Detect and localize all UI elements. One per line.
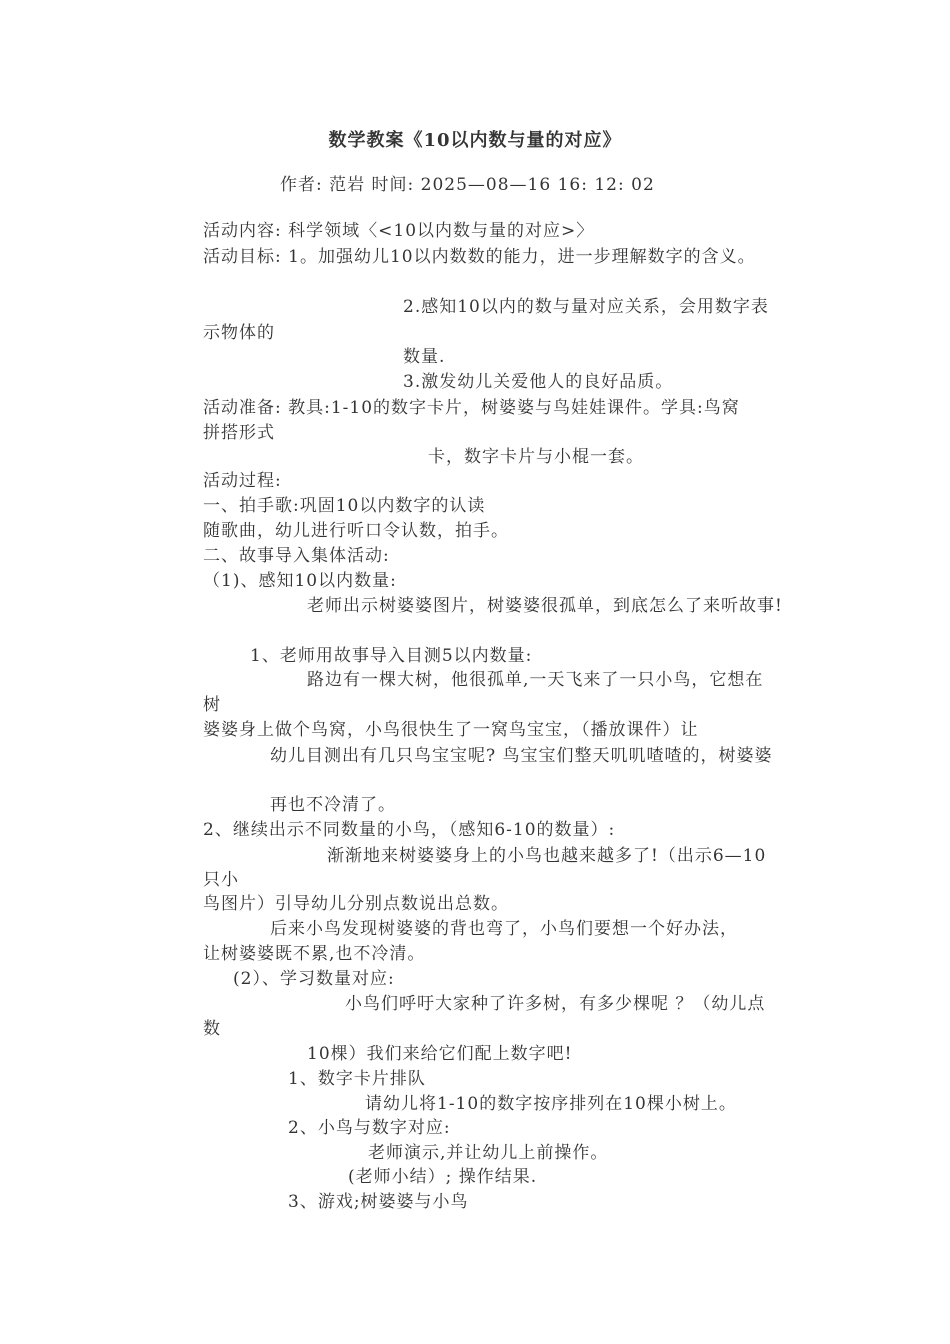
text-line: 数量. [403,347,446,367]
text-line: 活动目标: 1。加强幼儿10以内数数的能力，进一步理解数字的含义。 [203,247,756,267]
text-line: 3、游戏;树婆婆与小鸟 [288,1192,469,1212]
text-line: 老师演示,并让幼儿上前操作。 [368,1143,609,1163]
text-line: 让树婆婆既不累,也不冷清。 [203,944,426,964]
text-line: 活动内容: 科学领域〈<10以内数与量的对应>〉 [203,221,595,241]
section-heading: 活动过程: [203,471,282,491]
text-line: 2.感知10以内的数与量对应关系，会用数字表 [403,297,769,317]
document-title: 数学教案《10以内数与量的对应》 [328,130,622,151]
text-line: 渐渐地来树婆婆身上的小鸟也越来越多了!（出示6—10 [327,846,767,866]
text-line: 老师出示树婆婆图片，树婆婆很孤单，到底怎么了来听故事! [307,596,783,616]
text-line: 路边有一棵大树，他很孤单,一天飞来了一只小鸟，它想在 [307,670,764,690]
text-line: 1、数字卡片排队 [288,1069,426,1089]
text-line: 示物体的 [203,323,275,343]
text-line: 2、小鸟与数字对应: [288,1118,451,1138]
text-line: （1)、感知10以内数量: [203,571,397,591]
text-line: 随歌曲，幼儿进行听口令认数，拍手。 [203,521,509,541]
text-line: 拼搭形式 [203,423,275,443]
text-line: 活动准备: 教具:1-10的数字卡片，树婆婆与鸟娃娃课件。学具:鸟窝 [203,398,740,418]
text-line: 10棵）我们来给它们配上数字吧! [307,1044,573,1064]
text-line: 3.激发幼儿关爱他人的良好品质。 [403,372,674,392]
text-line: 小鸟们呼吁大家种了许多树，有多少棵呢 ？（幼儿点 [345,994,766,1014]
text-line: 后来小鸟发现树婆婆的背也弯了，小鸟们要想一个好办法， [270,919,738,939]
text-line: 树 [203,695,221,715]
text-line: 二、故事导入集体活动: [203,546,390,566]
text-line: 再也不冷清了。 [270,795,396,815]
text-line: 只小 [203,870,239,890]
text-line: 2、继续出示不同数量的小鸟，（感知6-10的数量）: [203,820,616,840]
text-line: 请幼儿将1-10的数字按序排列在10棵小树上。 [365,1094,737,1114]
text-line: 一、拍手歌:巩固10以内数字的认读 [203,496,486,516]
text-line: (2）、学习数量对应: [233,969,395,989]
text-line: 卡，数字卡片与小棍一套。 [428,447,644,467]
text-line: (老师小结）; 操作结果. [348,1167,538,1187]
text-line: 幼儿目测出有几只鸟宝宝呢? 鸟宝宝们整天叽叽喳喳的，树婆婆 [270,746,773,766]
text-line: 鸟图片）引导幼儿分别点数说出总数。 [203,894,509,914]
text-line: 1、老师用故事导入目测5以内数量: [250,646,533,666]
text-line: 数 [203,1019,221,1039]
author-time-line: 作者: 范岩 时间: 2025—08—16 16: 12: 02 [280,175,655,195]
text-line: 婆婆身上做个鸟窝，小鸟很快生了一窝鸟宝宝，（播放课件）让 [203,720,699,740]
